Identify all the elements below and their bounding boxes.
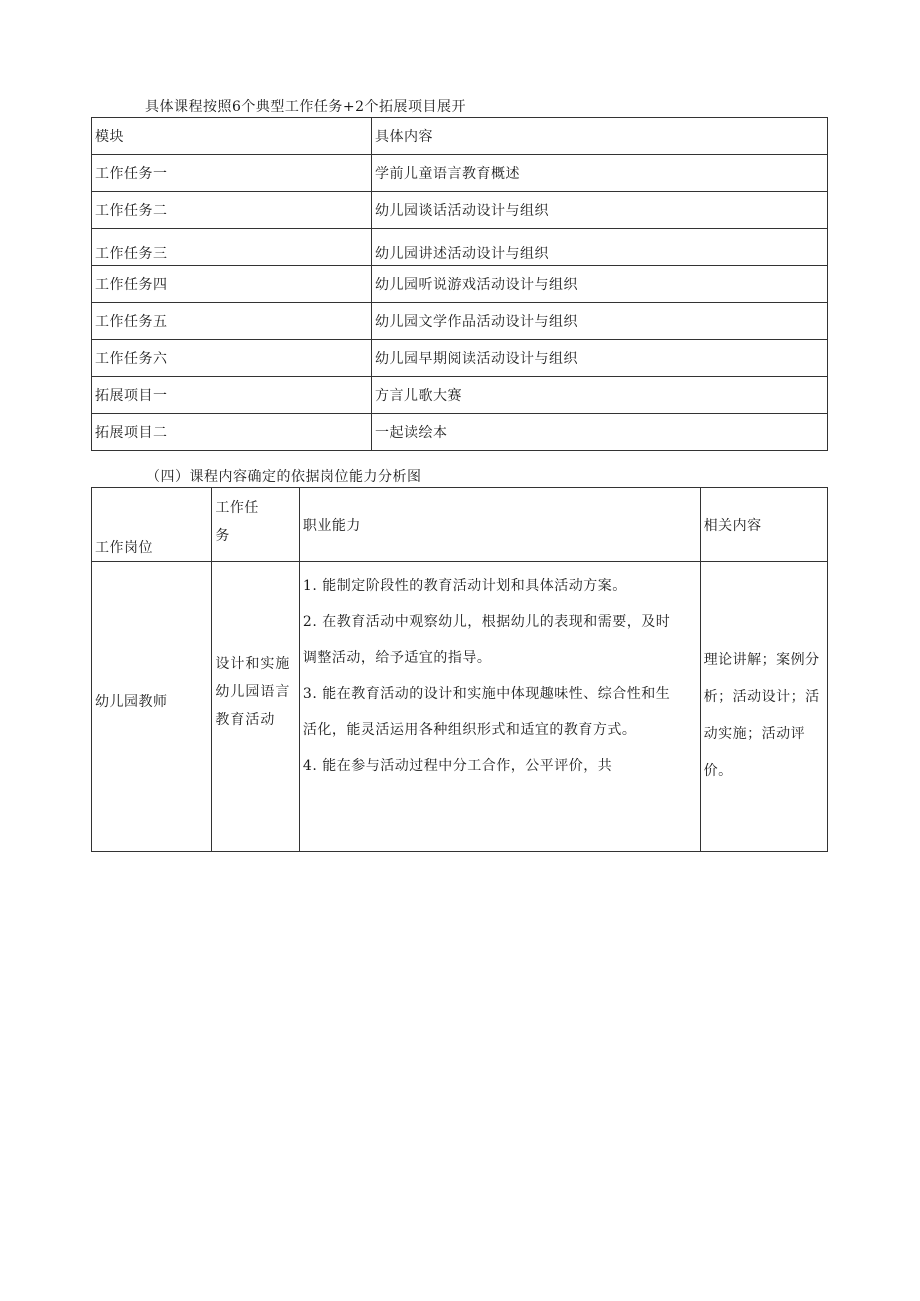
task-line: 设计和实施 (215, 656, 291, 672)
table-header-row (92, 488, 828, 562)
table-row (92, 377, 828, 414)
content-cell: 幼儿园文学作品活动设计与组织 (372, 303, 828, 340)
module-cell: 拓展项目一 (92, 377, 372, 414)
header-related: 相关内容 (700, 488, 827, 562)
header-post: 工作岗位 (92, 488, 212, 562)
header-ability: 职业能力 (299, 488, 700, 562)
table-row (92, 303, 828, 340)
ability-line: 3. 能在教育活动的设计和实施中体现趣味性、综合性和生 (302, 686, 671, 702)
content-cell: 幼儿园听说游戏活动设计与组织 (372, 266, 828, 303)
related-line: 动实施；活动评 (703, 726, 806, 742)
module-table (91, 117, 828, 451)
task-line: 幼儿园语言 (215, 684, 291, 700)
header-task (212, 488, 300, 562)
task-line: 教育活动 (215, 712, 276, 728)
module-cell: 工作任务五 (92, 303, 372, 340)
header-content: 具体内容 (372, 118, 828, 155)
ability-cell (299, 562, 700, 852)
table-row (92, 229, 828, 266)
ability-line: 2. 在教育活动中观察幼儿，根据幼儿的表现和需要，及时 (302, 614, 671, 630)
related-cell (700, 562, 827, 852)
content-cell: 幼儿园讲述活动设计与组织 (372, 229, 828, 266)
intro-text: 具体课程按照6个典型工作任务+2个拓展项目展开 (145, 99, 467, 115)
module-cell: 工作任务三 (92, 229, 372, 266)
header-module: 模块 (92, 118, 372, 155)
module-cell: 工作任务二 (92, 192, 372, 229)
ability-line: 活化，能灵活运用各种组织形式和适宜的教育方式。 (302, 722, 637, 738)
content-cell: 幼儿园早期阅读活动设计与组织 (372, 340, 828, 377)
content-cell: 学前儿童语言教育概述 (372, 155, 828, 192)
table-row (92, 155, 828, 192)
table-row (92, 192, 828, 229)
table-row (92, 414, 828, 451)
table-row (92, 266, 828, 303)
related-line: 析；活动设计；活 (703, 689, 820, 705)
table-row (92, 562, 828, 852)
task-cell (212, 562, 300, 852)
table-row (92, 340, 828, 377)
ability-line: 1. 能制定阶段性的教育活动计划和具体活动方案。 (302, 578, 627, 594)
module-cell: 工作任务六 (92, 340, 372, 377)
header-task-line: 工作任 (215, 500, 259, 516)
related-line: 理论讲解；案例分 (703, 652, 820, 668)
content-cell: 幼儿园谈话活动设计与组织 (372, 192, 828, 229)
ability-line: 调整活动，给予适宜的指导。 (302, 650, 492, 666)
module-cell: 拓展项目二 (92, 414, 372, 451)
post-cell: 幼儿园教师 (92, 562, 212, 852)
ability-line: 4. 能在参与活动过程中分工合作，公平评价，共 (302, 758, 613, 774)
module-cell: 工作任务一 (92, 155, 372, 192)
ability-table (91, 487, 828, 852)
module-cell: 工作任务四 (92, 266, 372, 303)
table-header-row (92, 118, 828, 155)
section-caption: （四）课程内容确定的依据岗位能力分析图 (146, 469, 422, 485)
content-cell: 方言儿歌大赛 (372, 377, 828, 414)
related-line: 价。 (703, 763, 733, 779)
header-task-line: 务 (215, 528, 230, 544)
content-cell: 一起读绘本 (372, 414, 828, 451)
